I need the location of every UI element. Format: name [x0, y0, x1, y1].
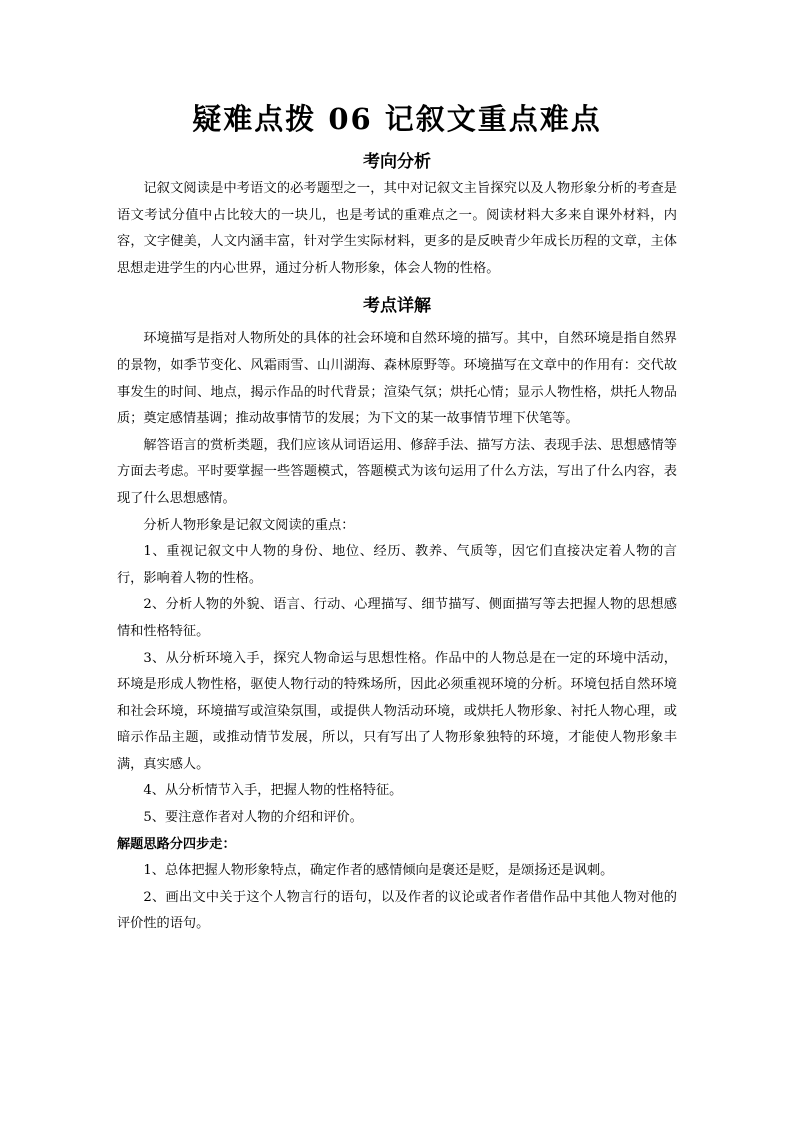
solution-steps-heading: 解题思路分四步走： [117, 836, 236, 852]
language-appreciation-paragraph: 解答语言的赏析类题，我们应该从词语运用、修辞手法、描写方法、表现手法、思想感情等方面去考虑。平时要掌握一些答题模式，答题模式为该句运用了什么方法，写出了什么内容，表现了什么思想感情。 [117, 437, 677, 506]
section-heading-exam-direction: 考向分析 [363, 152, 431, 172]
environment-description-paragraph: 环境描写是指对人物所处的具体的社会环境和自然环境的描写。其中，自然环境是指自然界的景物，如季节变化、风霜雨雪、山川湖海、森林原野等。环境描写在文章中的作用有：交代故事发生的时间、地点，揭示作品的时代背景；渲染气氛；烘托心情；显示人物性格，烘托人物品质；奠定感情基调；推动故事情节的发展；为下文的某一故事情节埋下伏笔等。 [117, 331, 677, 427]
character-analysis-point-4: 4、从分析情节入手，把握人物的性格特征。 [143, 783, 403, 799]
document-title: 疑难点拨 06 记叙文重点难点 [192, 102, 602, 136]
character-analysis-point-5: 5、要注意作者对人物的介绍和评价。 [143, 810, 363, 826]
solution-step-2: 2、画出文中关于这个人物言行的语句，以及作者的议论或者作者借作品中其他人物对他的评价性的语句。 [117, 889, 677, 932]
character-analysis-intro: 分析人物形象是记叙文阅读的重点： [143, 517, 355, 533]
solution-step-1: 1、总体把握人物形象特点，确定作者的感情倾向是褒还是贬，是颂扬还是讽刺。 [143, 863, 614, 879]
character-analysis-point-2: 2、分析人物的外貌、语言、行动、心理描写、细节描写、侧面描写等去把握人物的思想感情和性格特征。 [117, 597, 677, 639]
character-analysis-point-1: 1、重视记叙文中人物的身份、地位、经历、教养、气质等，因它们直接决定着人物的言行，影响着人物的性格。 [117, 544, 677, 586]
document-page [117, 96, 677, 938]
section-heading-key-points: 考点详解 [363, 296, 431, 317]
character-analysis-point-3: 3、从分析环境入手，探究人物命运与思想性格。作品中的人物总是在一定的环境中活动，环境是形成人物性格，驱使人物行动的特殊场所，因此必须重视环境的分析。环境包括自然环境和社会环境，环境描写或渲染氛围，或提供人物活动环境，或烘托人物形象、衬托人物心理，或暗示作品主题，或推动情节发展，所以，只有写出了人物形象独特的环境，才能使人物形象丰满，真实感人。 [117, 650, 677, 772]
exam-direction-paragraph: 记叙文阅读是中考语文的必考题型之一，其中对记叙文主旨探究以及人物形象分析的考查是语文考试分值中占比较大的一块儿，也是考试的重难点之一。阅读材料大多来自课外材料，内容，文字健美，人文内涵丰富，针对学生实际材料，更多的是反映青少年成长历程的文章，主体思想走进学生的内心世界，通过分析人物形象，体会人物的性格。 [117, 181, 677, 276]
